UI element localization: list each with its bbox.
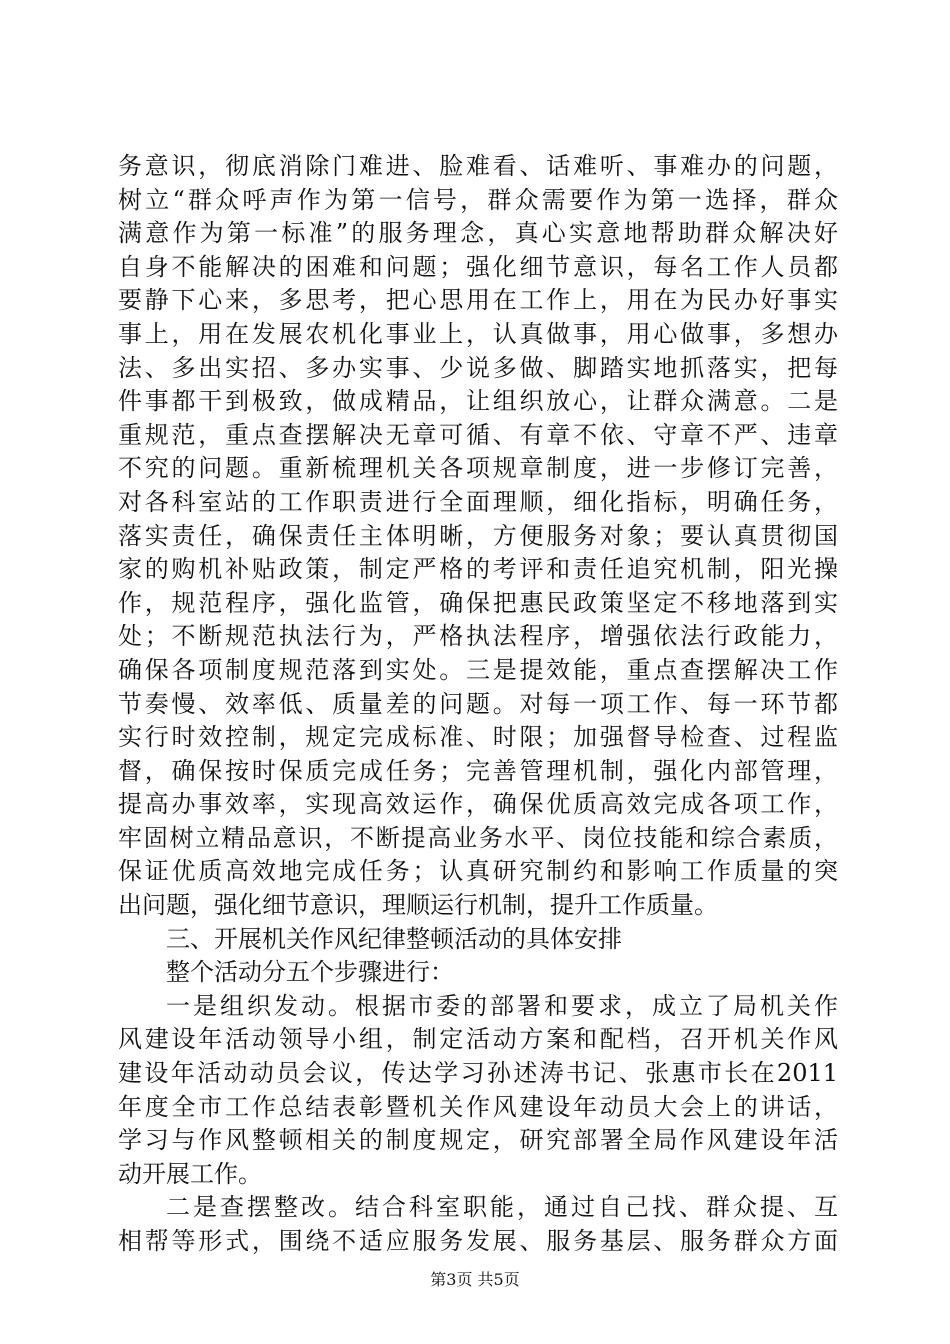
text-line: 动开展工作。 (118, 1159, 262, 1188)
text-line: 风建设年活动领导小组，制定活动方案和配档，召开机关作风 (118, 1025, 838, 1054)
text-line: 确保各项制度规范落到实处。三是提效能，重点查摆解决工作 (118, 655, 838, 684)
text-line: 处；不断规范执法行为，严格执法程序，增强依法行政能力， (118, 622, 838, 651)
text-line: 法、多出实招、多办实事、少说多做、脚踏实地抓落实，把每 (118, 353, 838, 382)
text-line: 二是查摆整改。结合科室职能，通过自己找、群众提、互 (166, 1193, 838, 1222)
text-line: 一是组织发动。根据市委的部署和要求，成立了局机关作 (166, 991, 838, 1020)
text-line: 事上，用在发展农机化事业上，认真做事，用心做事，多想办 (118, 319, 838, 348)
section-heading: 三、开展机关作风纪律整顿活动的具体安排 (166, 924, 622, 953)
text-line: 件事都干到极致，做成精品，让组织放心，让群众满意。二是 (118, 387, 838, 416)
text-line: 不究的问题。重新梳理机关各项规章制度，进一步修订完善， (118, 454, 838, 483)
text-line: 落实责任，确保责任主体明晰，方便服务对象；要认真贯彻国 (118, 521, 838, 550)
text-line: 提高办事效率，实现高效运作，确保优质高效完成各项工作， (118, 790, 838, 819)
text-line: 务意识，彻底消除门难进、脸难看、话难听、事难办的问题， (118, 152, 838, 180)
text-line: 整个活动分五个步骤进行： (166, 958, 454, 987)
text-line: 督，确保按时保质完成任务；完善管理机制，强化内部管理， (118, 756, 838, 785)
page-number-footer: 第3页 共5页 (430, 1270, 520, 1289)
text-line: 作，规范程序，强化监管，确保把惠民政策坚定不移地落到实 (118, 588, 838, 617)
text-line: 保证优质高效地完成任务；认真研究制约和影响工作质量的突 (118, 857, 838, 886)
text-line: 满意作为第一标准”的服务理念，真心实意地帮助群众解决好 (118, 219, 838, 248)
text-line: 节奏慢、效率低、质量差的问题。对每一项工作、每一环节都 (118, 689, 838, 718)
text-line: 相帮等形式，围绕不适应服务发展、服务基层、服务群众方面 (118, 1227, 838, 1255)
document-body (118, 150, 838, 1259)
text-line: 重规范，重点查摆解决无章可循、有章不依、守章不严、违章 (118, 420, 838, 449)
text-line: 出问题，强化细节意识，理顺运行机制，提升工作质量。 (118, 891, 718, 920)
text-line: 树立“群众呼声作为第一信号，群众需要作为第一选择，群众 (118, 185, 838, 214)
text-line: 自身不能解决的困难和问题；强化细节意识，每名工作人员都 (118, 252, 838, 281)
text-line: 学习与作风整顿相关的制度规定，研究部署全局作风建设年活 (118, 1126, 838, 1155)
text-line: 实行时效控制，规定完成标准、时限；加强督导检查、过程监 (118, 723, 838, 752)
text-line: 家的购机补贴政策，制定严格的考评和责任追究机制，阳光操 (118, 555, 838, 584)
text-line: 年度全市工作总结表彰暨机关作风建设年动员大会上的讲话， (118, 1092, 838, 1121)
text-line: 牢固树立精品意识，不断提高业务水平、岗位技能和综合素质， (118, 823, 838, 852)
text-line: 建设年活动动员会议，传达学习孙述涛书记、张惠市长在2011 (118, 1059, 838, 1088)
text-line: 对各科室站的工作职责进行全面理顺，细化指标，明确任务， (118, 487, 838, 516)
text-line: 要静下心来，多思考，把心思用在工作上，用在为民办好事实 (118, 286, 838, 315)
